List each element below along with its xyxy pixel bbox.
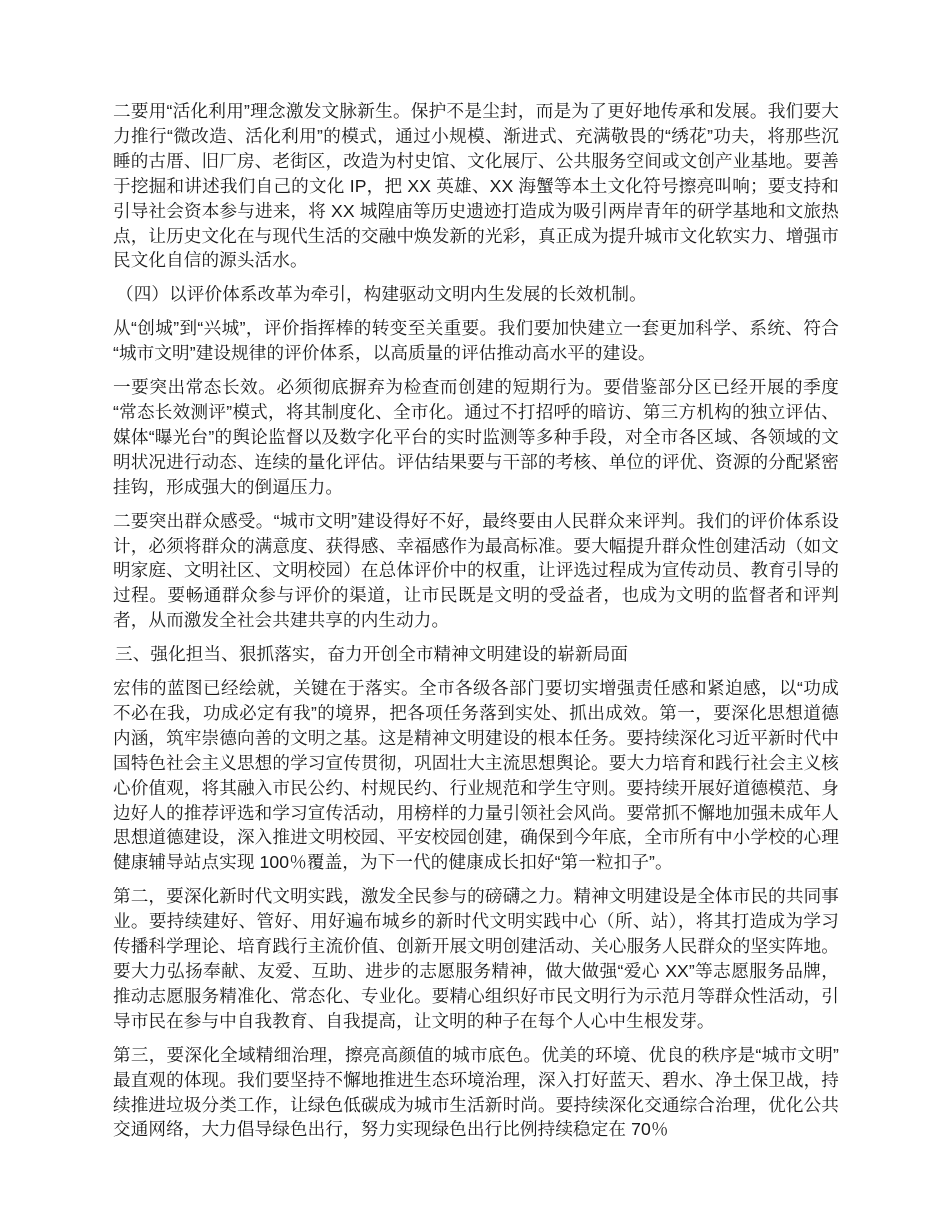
document-text-body	[113, 99, 839, 1142]
paragraph-qunzhong-ganshou: 二要突出群众感受。“城市文明”建设得好不好，最终要由人民群众来评判。我们的评价体系设计，必须将群众的满意度、获得感、幸福感作为最高标准。要大幅提升群众性创建活动（如文明家庭、文明社区、文明校园）在总体评价中的权重，让评选过程成为宣传动员、教育引导的过程。要畅通群众参与评价的渠道，让市民既是文明的受益者，也成为文明的监督者和评判者，从而激发全社会共建共享的内生动力。	[113, 510, 839, 631]
paragraph-third-point: 第三，要深化全域精细治理，擦亮高颜值的城市底色。优美的环境、优良的秩序是“城市文明”最直观的体现。我们要坚持不懈地推进生态环境治理，深入打好蓝天、碧水、净土保卫战，持续推进垃圾分类工作，让绿色低碳成为城市生活新时尚。要持续深化交通综合治理，优化公共交通网络，大力倡导绿色出行，努力实现绿色出行比例持续稳定在 70％	[113, 1044, 839, 1140]
paragraph-first-point: 宏伟的蓝图已经绘就，关键在于落实。全市各级各部门要切实增强责任感和紧迫感，以“功成不必在我，功成必定有我”的境界，把各项任务落到实处、抓出成效。第一，要深化思想道德内涵，筑牢崇德向善的文明之基。这是精神文明建设的根本任务。要持续深化习近平新时代中国特色社会主义思想的学习宣传贯彻，巩固壮大主流思想舆论。要大力培育和践行社会主义核心价值观，将其融入市民公约、村规民约、行业规范和学生守则。要持续开展好道德模范、身边好人的推荐评选和学习宣传活动，用榜样的力量引领社会风尚。要常抓不懈地加强未成年人思想道德建设，深入推进文明校园、平安校园创建，确保到今年底，全市所有中小学校的心理健康辅导站点实现 100％覆盖，为下一代的健康成长扣好“第一粒扣子”。	[113, 678, 839, 873]
paragraph-chuangcheng-xingcheng: 从“创城”到“兴城”，评价指挥棒的转变至关重要。我们要加快建立一套更加科学、系统、符合“城市文明”建设规律的评价体系，以高质量的评估推动高水平的建设。	[113, 318, 839, 364]
subheading-section-four: （四）以评价体系改革为牵引，构建驱动文明内生发展的长效机制。	[116, 284, 647, 305]
heading-section-three: 三、强化担当、狠抓落实，奋力开创全市精神文明建设的崭新局面	[115, 644, 629, 665]
paragraph-changtai-changxiao: 一要突出常态长效。必须彻底摒弃为检查而创建的短期行为。要借鉴部分区已经开展的季度“常态长效测评”模式，将其制度化、全市化。通过不打招呼的暗访、第三方机构的独立评估、媒体“曝光台”的舆论监督以及数字化平台的实时监测等多种手段，对全市各区域、各领域的文明状况进行动态、连续的量化评估。评估结果要与干部的考核、单位的评优、资源的分配紧密挂钩，形成强大的倒逼压力。	[113, 377, 839, 497]
paragraph-second-point: 第二，要深化新时代文明实践，激发全民参与的磅礴之力。精神文明建设是全体市民的共同事业。要持续建好、管好、用好遍布城乡的新时代文明实践中心（所、站），将其打造成为学习传播科学理论、培育践行主流价值、创新开展文明创建活动、关心服务人民群众的坚实阵地。要大力弘扬奉献、友爱、互助、进步的志愿服务精神，做大做强“爱心 XX”等志愿服务品牌，推动志愿服务精准化、常态化、专业化。要精心组织好市民文明行为示范月等群众性活动，引导市民在参与中自我教育、自我提高，让文明的种子在每个人心中生根发芽。	[113, 886, 839, 1031]
paragraph-huohua-liyong: 二要用“活化利用”理念激发文脉新生。保护不是尘封，而是为了更好地传承和发展。我们要大力推行“微改造、活化利用”的模式，通过小规模、渐进式、充满敬畏的“绣花”功夫，将那些沉睡的古厝、旧厂房、老街区，改造为村史馆、文化展厅、公共服务空间或文创产业基地。要善于挖掘和讲述我们自己的文化 IP，把 XX 英雄、XX 海蟹等本土文化符号擦亮叫响；要支持和引导社会资本参与进来，将 XX 城隍庙等历史遗迹打造成为吸引两岸青年的研学基地和文旅热点，让历史文化在与现代生活的交融中焕发新的光彩，真正成为提升城市文化软实力、增强市民文化自信的源头活水。	[113, 101, 839, 271]
